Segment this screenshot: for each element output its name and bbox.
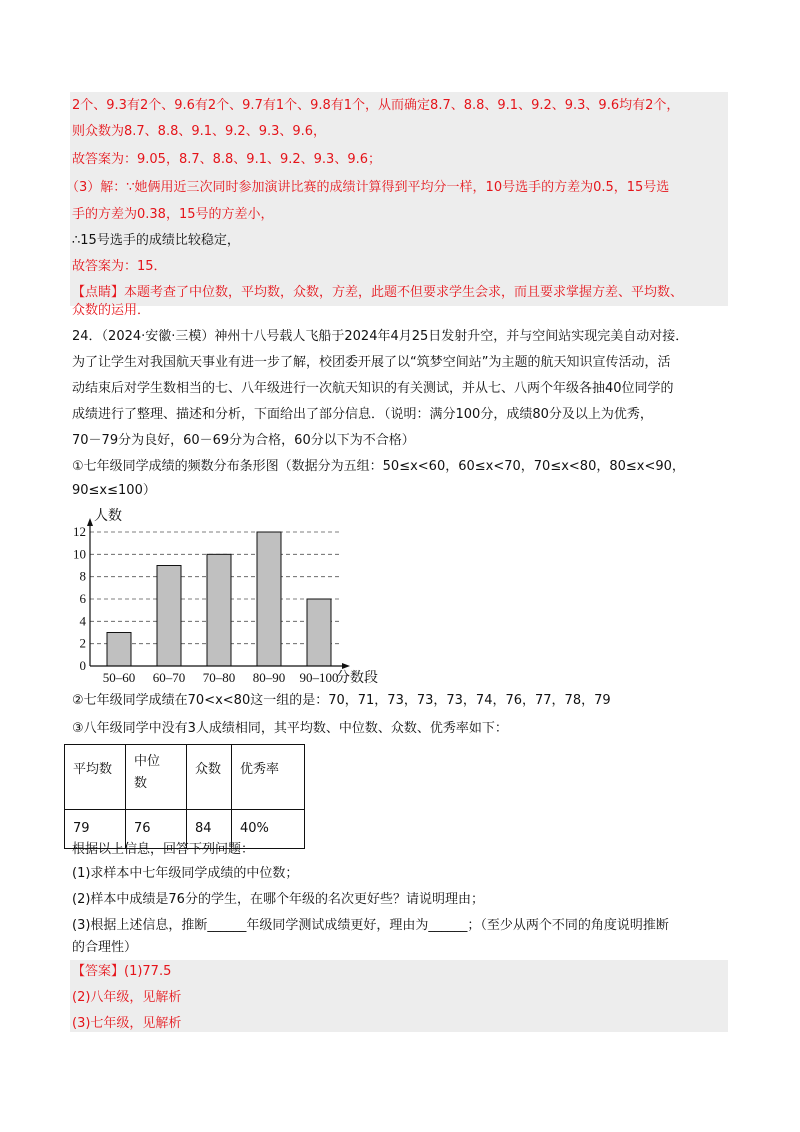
solution-line-4: （3）解：∵她俩用近三次同时参加演讲比赛的成绩计算得到平均分一样，10号选手的方差为0.5，15号选 <box>66 180 670 195</box>
table-header-cell: 平均数 <box>65 745 126 810</box>
solution-key-point: 【点睛】本题考查了中位数，平均数，众数，方差，此题不但要求学生会求，而且要求掌握方差、平均数、 <box>72 285 684 300</box>
solution-line-7: 故答案为：15． <box>72 259 167 274</box>
question-3-cont: 的合理性） <box>72 940 138 955</box>
problem-line-3: 动结束后对学生数相当的七、八年级进行一次航天知识的有关测试，并从七、八两个年级各抽40位同学的 <box>72 381 674 396</box>
table-cell: 40% <box>232 810 305 849</box>
questions-prompt: 根据以上信息，回答下列问题： <box>72 842 255 857</box>
bar <box>257 532 281 666</box>
problem-line-2: 为了让学生对我国航天事业有进一步了解，校团委开展了以“筑梦空间站”为主题的航天知识宣传活动，活 <box>72 355 671 370</box>
item-1-line-2: 90≤x≤100） <box>72 483 156 498</box>
x-axis-arrow-icon <box>342 663 350 669</box>
frequency-bar-chart <box>60 502 380 692</box>
solution-line-1: 2个、9.3有2个、9.6有2个、9.7有1个、9.8有1个，从而确定8.7、8.8、9.1、9.2、9.3、9.6均有2个， <box>72 98 680 113</box>
y-tick-label: 6 <box>79 591 86 606</box>
answer-line-1: 【答案】(1)77.5 <box>72 964 172 979</box>
problem-line-5: 70－79分为良好，60－69分为合格，60分以下为不合格） <box>72 433 415 448</box>
chart-category-labels <box>103 670 339 685</box>
y-tick-label: 4 <box>79 613 86 629</box>
y-tick-label: 2 <box>79 635 86 651</box>
question-2: (2)样本中成绩是76分的学生，在哪个年级的名次更好些？请说明理由； <box>72 892 484 907</box>
solution-line-6: ∴15号选手的成绩比较稳定， <box>72 233 240 248</box>
item-1-line-1: ①七年级同学成绩的频数分布条形图（数据分为五组：50≤x<60，60≤x<70，70≤x<80，80≤x<90， <box>72 459 685 474</box>
table-cell: 84 <box>187 810 232 849</box>
question-3: (3)根据上述信息，推断______年级同学测试成绩更好，理由为______；（至少从两个不同的角度说明推断 <box>72 918 669 933</box>
x-category-label: 70–80 <box>202 670 236 685</box>
problem-line-4: 成绩进行了整理、描述和分析，下面给出了部分信息．（说明：满分100分，成绩80分及以上为优秀， <box>72 407 653 422</box>
bar <box>307 599 331 666</box>
x-category-label: 80–90 <box>252 670 286 685</box>
y-tick-label: 8 <box>79 568 86 584</box>
y-tick-label: 12 <box>73 524 86 539</box>
x-category-label: 90–100 <box>299 670 339 685</box>
x-category-label: 60–70 <box>152 670 186 685</box>
y-tick-label: 0 <box>79 658 86 673</box>
y-axis-label: 人数 <box>94 508 122 524</box>
table-header-cell: 众数 <box>187 745 232 810</box>
bar <box>157 566 181 667</box>
y-tick-label: 10 <box>73 546 86 562</box>
grade8-stats-table <box>64 744 305 849</box>
table-cell: 79 <box>65 810 126 849</box>
table-header-row <box>65 745 305 810</box>
problem-line-1: 24．（2024·安徽·三模）神州十八号载人飞船于2024年4月25日发射升空，并与空间站实现完美自动对接． <box>72 329 689 344</box>
table-header-cell: 优秀率 <box>232 745 305 810</box>
item-3: ③八年级同学中没有3人成绩相同，其平均数、中位数、众数、优秀率如下： <box>72 721 508 736</box>
solution-line-3: 故答案为：9.05，8.7、8.8、9.1、9.2、9.3、9.6； <box>72 152 381 167</box>
y-axis-arrow-icon <box>87 518 93 526</box>
chart-ticks <box>73 524 87 673</box>
question-1: (1)求样本中七年级同学成绩的中位数； <box>72 866 299 881</box>
answer-line-2: (2)八年级，见解析 <box>72 990 182 1005</box>
bar <box>207 554 231 666</box>
solution-line-5: 手的方差为0.38，15号的方差小， <box>72 207 274 222</box>
solution-key-point-cont: 众数的运用． <box>72 303 151 318</box>
solution-line-2: 则众数为8.7、8.8、9.1、9.2、9.3、9.6， <box>72 124 327 139</box>
table-cell: 76 <box>126 810 187 849</box>
table-header-cell: 中位 数 <box>126 745 187 810</box>
item-2: ②七年级同学成绩在70<x<80这一组的是：70，71，73，73，73，74，76，77，78，79 <box>72 693 611 708</box>
bar <box>107 633 131 667</box>
answer-line-3: (3)七年级，见解析 <box>72 1016 182 1031</box>
x-axis-label: 分数段 <box>336 670 378 686</box>
x-category-label: 50–60 <box>102 670 136 685</box>
